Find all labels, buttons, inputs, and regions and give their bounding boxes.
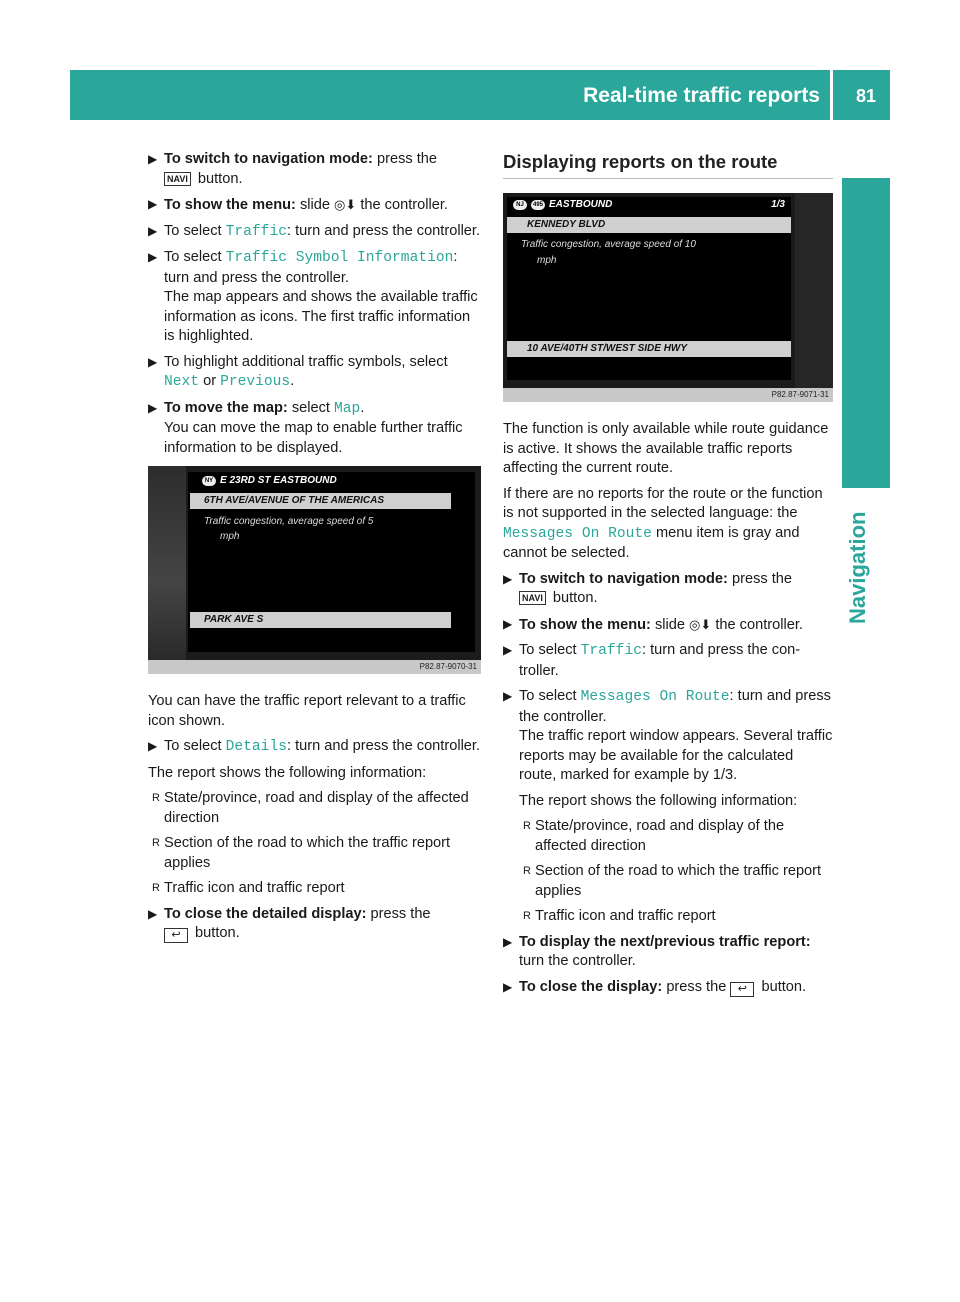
screen-row-report-2 [220, 531, 239, 543]
arrow-icon: ▶ [503, 979, 513, 994]
row-text: 6TH AVE/AVENUE OF THE AMERICAS [204, 495, 385, 506]
chapter-tab [842, 178, 890, 488]
step-text: the controller. [711, 616, 803, 633]
step-text: . [290, 373, 295, 389]
menu-item-previous: Previous [220, 374, 291, 390]
step-close-display [503, 978, 833, 998]
step-text: : turn and press the controller. [519, 642, 801, 679]
step-text: slide [295, 197, 335, 213]
paragraph-text: If there are no reports for the route or the function is not supported in the selected language: the [503, 485, 823, 521]
step-select-traffic [503, 641, 833, 681]
step-navigation-mode [148, 150, 481, 189]
step-text: To highlight additional traffic symbols, select [164, 353, 448, 370]
row-text: mph [537, 255, 557, 266]
step-highlight-symbols [148, 353, 481, 393]
page-indicator: 1/3 [771, 199, 785, 210]
menu-item-next: Next [164, 374, 200, 390]
arrow-icon: ▶ [503, 643, 513, 657]
navi-button-icon: NAVI [519, 591, 546, 605]
step-text: press the [372, 151, 438, 167]
row-text: EASTBOUND [549, 199, 613, 210]
arrow-icon: ▶ [148, 739, 158, 753]
bullet-icon: R [152, 792, 160, 804]
menu-item-traffic: Traffic [225, 223, 287, 240]
bullet-icon: R [152, 837, 160, 849]
step-text: button. [193, 170, 243, 187]
arrow-icon: ▶ [503, 934, 513, 949]
back-button-icon: ↩ [730, 982, 754, 997]
screen-row-direction [513, 199, 785, 211]
step-text: the controller. [356, 197, 448, 213]
row-text: PARK AVE S [204, 614, 264, 625]
step-text: To select [164, 222, 226, 239]
menu-item-messages-on-route: Messages On Route [580, 689, 730, 705]
menu-item-traffic: Traffic [580, 643, 642, 659]
screen-row-report-2 [537, 255, 556, 267]
screen-row-report [521, 239, 696, 251]
navi-button-icon: NAVI [164, 172, 191, 186]
map-strip [795, 193, 833, 388]
image-caption: P82.87-9070-31 [419, 662, 477, 671]
step-text: . [360, 399, 365, 416]
section-heading: Displaying reports on the route [503, 150, 833, 179]
screen-row-road [507, 217, 791, 233]
bullet-text: State/province, road and display of the affected direction [164, 790, 469, 826]
step-navigation-mode [503, 570, 833, 609]
step-text: button. [548, 590, 598, 606]
step-note: You can move the map to enable further traffic information to be displayed. [164, 420, 463, 456]
image-caption: P82.87-9071-31 [771, 390, 829, 399]
bullet-text: Traffic icon and traffic report [164, 880, 345, 896]
step-label: To show the menu: [519, 616, 651, 633]
back-button-icon: ↩ [164, 928, 188, 943]
bullet-item [148, 879, 481, 899]
screenshot-route-reports [503, 193, 833, 402]
bullet-item [503, 862, 833, 901]
step-show-menu [503, 615, 833, 636]
step-text: press the [727, 570, 793, 587]
step-text: : turn and press the controller. [286, 222, 481, 239]
bullet-item [503, 907, 833, 927]
arrow-icon: ▶ [148, 223, 158, 238]
bullet-item [148, 789, 481, 828]
step-text: To select [164, 738, 226, 754]
screen-row-section [190, 612, 451, 628]
bullet-text: Section of the road to which the traffic report applies [535, 863, 822, 899]
right-column [503, 150, 833, 1003]
route-badge-icon: NY [202, 476, 216, 486]
screen-row-road [190, 493, 451, 509]
step-text: To select [519, 688, 581, 704]
step-move-map [148, 399, 481, 459]
step-text: button. [757, 978, 807, 995]
row-text: 10 AVE/40TH ST/WEST SIDE HWY [527, 343, 688, 354]
bullet-text: Traffic icon and traffic report [535, 908, 716, 924]
step-label: To close the display: [519, 978, 663, 995]
step-label: To show the menu: [164, 197, 296, 213]
arrow-icon: ▶ [503, 571, 513, 586]
step-text: : turn and press the controller. [519, 688, 831, 725]
menu-item-traffic-symbol-information: Traffic Symbol Information [225, 250, 454, 266]
step-select-traffic [148, 222, 481, 243]
step-text: or [199, 373, 221, 389]
step-text: select [287, 399, 335, 416]
step-text: To select [164, 249, 226, 265]
paragraph: You can have the traffic report relevant to a traffic icon shown. [148, 693, 466, 729]
page-number: 81 [855, 86, 876, 106]
header-divider [830, 70, 833, 120]
arrow-icon: ▶ [148, 400, 158, 415]
left-column [148, 150, 481, 950]
bullet-icon: R [523, 865, 531, 877]
step-text: button. [191, 925, 240, 941]
screenshot-traffic-map [148, 466, 481, 674]
row-text: Traffic congestion, average speed of 10 [521, 239, 696, 250]
row-text: Traffic congestion, average speed of 5 [204, 516, 374, 527]
screen-row-section [507, 341, 791, 357]
menu-item-messages-on-route: Messages On Route [503, 525, 652, 542]
step-note: The map appears and shows the available traffic information as icons. The first traffic information is highlighted. [164, 289, 478, 344]
screen-row-direction [202, 475, 337, 487]
menu-item-map: Map [334, 400, 361, 417]
paragraph [503, 485, 833, 564]
bullet-text: State/province, road and display of the affected direction [535, 818, 785, 854]
menu-item-details: Details [225, 739, 287, 755]
step-label: To move the map: [164, 399, 288, 416]
step-label: To display the next/previous traffic report: [519, 933, 811, 950]
step-text: To select [519, 642, 581, 658]
arrow-icon: ▶ [148, 354, 158, 369]
step-text: slide [650, 616, 690, 633]
paragraph: The function is only available while route guidance is active. It shows the available traffic reports affecting the current route. [503, 421, 829, 476]
map-strip [148, 466, 186, 660]
arrow-icon: ▶ [148, 152, 158, 166]
route-badge-icon: NJ [513, 200, 527, 210]
paragraph: The report shows the following information: [148, 764, 427, 781]
bullet-icon: R [152, 882, 160, 894]
step-show-menu [148, 195, 481, 216]
arrow-icon: ▶ [148, 197, 158, 211]
section-title: Real-time traffic reports [583, 84, 820, 107]
arrow-icon: ▶ [148, 250, 158, 264]
step-text: press the [366, 905, 431, 922]
controller-icon: ◎⬇ [689, 616, 712, 632]
step-note: The traffic report window appears. Several traffic reports may be available for the calculated route, marked for example by 1/3. [519, 728, 833, 783]
bullet-icon: R [523, 820, 531, 832]
step-select-messages [503, 687, 833, 786]
row-text: mph [220, 531, 240, 542]
arrow-icon: ▶ [503, 689, 513, 703]
paragraph: The report shows the following information: [519, 792, 798, 809]
chapter-label: Navigation [845, 511, 870, 624]
page-header [70, 70, 890, 120]
step-next-previous [503, 933, 833, 972]
paragraph-text: menu item is gray and cannot be selected. [503, 524, 800, 561]
row-text: KENNEDY BLVD [527, 219, 606, 230]
screen-row-report [204, 516, 373, 528]
bullet-icon: R [523, 910, 531, 922]
step-select-symbol-info [148, 248, 481, 347]
bullet-text: Section of the road to which the traffic report applies [164, 835, 451, 871]
step-label: To close the detailed display: [164, 905, 367, 922]
bullet-item [148, 834, 481, 873]
arrow-icon: ▶ [503, 616, 513, 631]
bullet-item [503, 817, 833, 856]
step-text: : turn and press the controller. [286, 738, 481, 754]
controller-icon: ◎⬇ [334, 197, 357, 212]
step-label: To switch to navigation mode: [164, 151, 373, 167]
step-close-detail [148, 905, 481, 944]
step-label: To switch to navigation mode: [519, 570, 728, 587]
step-select-details [148, 737, 481, 758]
step-text: : turn and press the controller. [164, 249, 458, 286]
step-text: turn the controller. [519, 953, 636, 969]
row-text: E 23RD ST EASTBOUND [220, 475, 337, 486]
arrow-icon: ▶ [148, 906, 158, 921]
route-badge-icon: 495 [532, 202, 543, 208]
step-text: press the [662, 978, 731, 995]
